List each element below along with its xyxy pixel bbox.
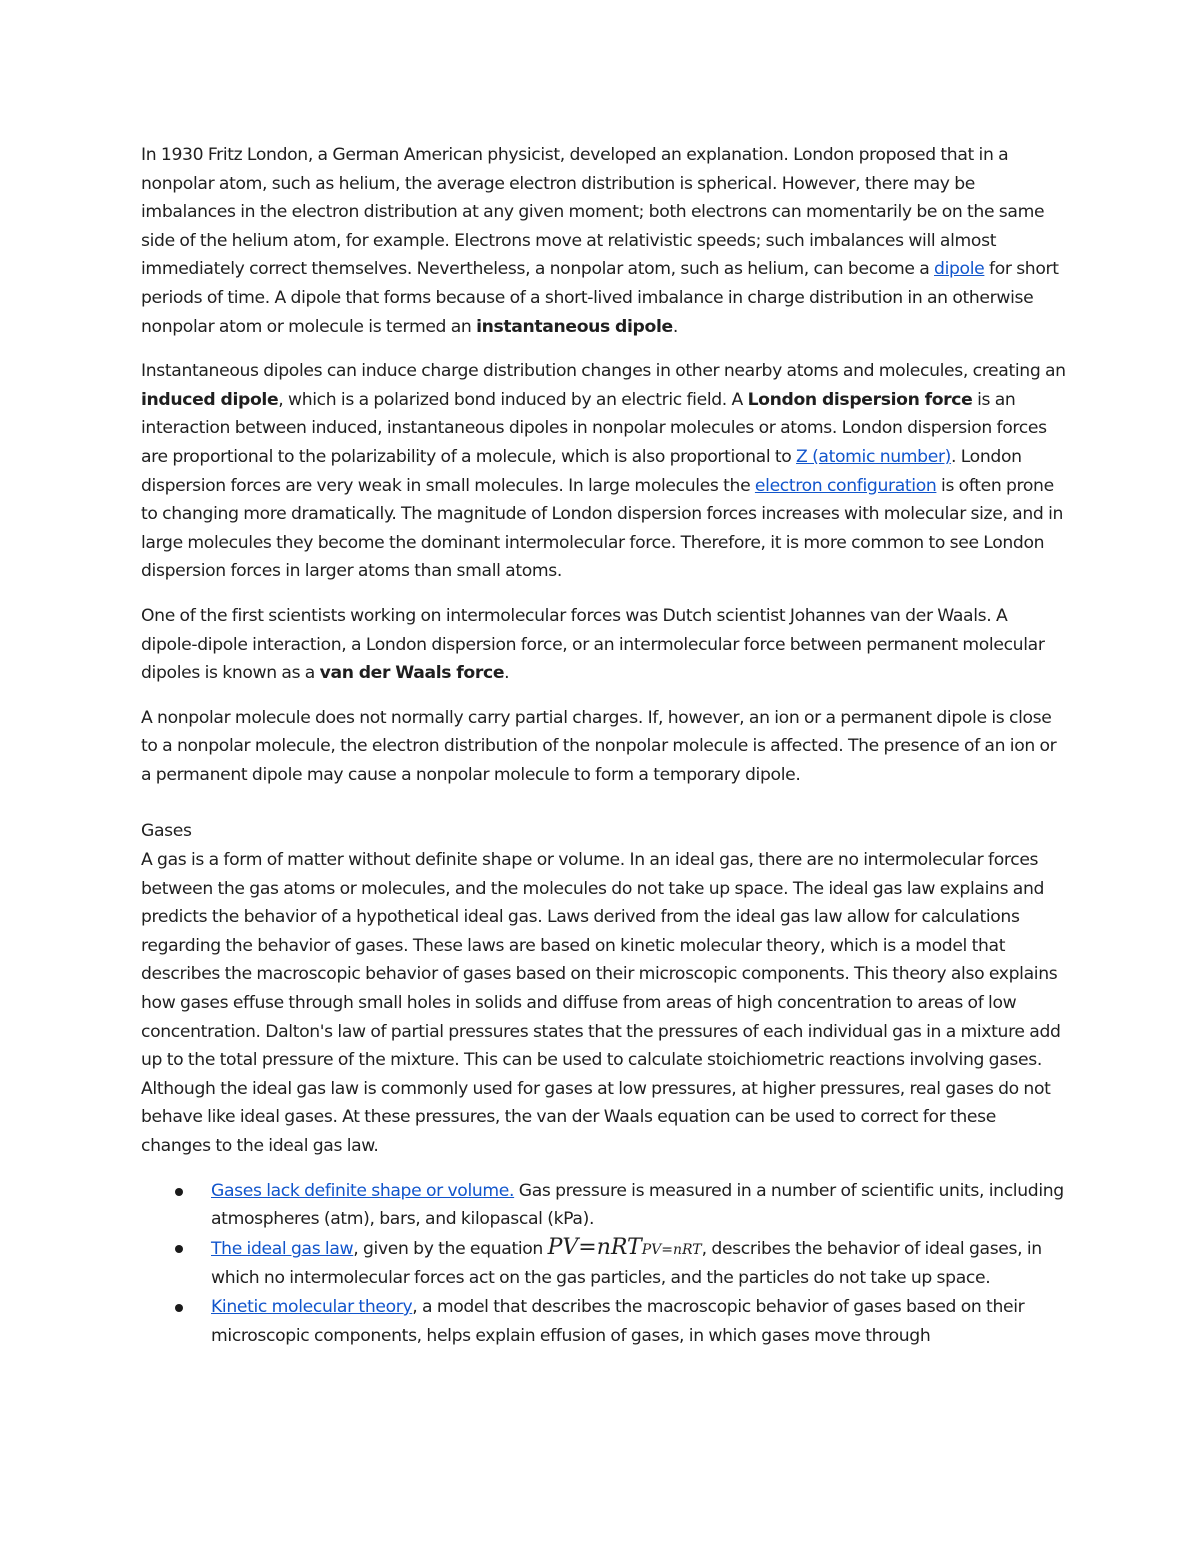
- text: One of the first scientists working on intermolecular forces was Dutch scientist Johannes van der Waals. A dipole-dipole interaction, a London dispersion force, or an intermolecular force between permanent molecular dipoles is known as a: [141, 605, 1045, 684]
- link-ideal-gas-law[interactable]: The ideal gas law: [211, 1238, 354, 1259]
- text: for short periods of time. A dipole that forms because of a short-lived imbalance in charge distribution in an otherwise nonpolar atom or molecule is termed an: [141, 259, 1059, 337]
- bullet-icon: [175, 1245, 183, 1253]
- section-heading-gases: Gases: [141, 821, 192, 842]
- list-item: [141, 1293, 1066, 1350]
- text: , describes the behavior of ideal gases, in which no intermolecular forces act on the gas particles, and the particles do not take up space.: [211, 1238, 1042, 1289]
- bullet-icon: [175, 1188, 183, 1196]
- bold-term: van der Waals force: [319, 663, 505, 684]
- bold-term: London dispersion force: [747, 389, 973, 410]
- text: . London dispersion forces are very weak in small molecules. In large molecules the: [141, 446, 1022, 496]
- paragraph-instantaneous-dipoles: [141, 357, 1066, 586]
- text: .: [672, 316, 678, 337]
- paragraph-nonpolar-molecule: [141, 704, 1066, 790]
- paragraph-gases: A gas is a form of matter without definite shape or volume. In an ideal gas, there are no intermolecular forces between the gas atoms or molecules, and the molecules do not take up space. The ideal gas law explains and predicts the behavior of a hypothetical ideal gas. Laws derived from the ideal gas law allow for calculations regarding the behavior of gases. These laws are based on kinetic molecular theory, which is a model that describes the macroscopic behavior of gases based on their microscopic components. This theory also explains how gases effuse through small holes in solids and diffuse from areas of high concentration to areas of low concentration. Dalton's law of partial pressures states that the pressures of each individual gas in a mixture add up to the total pressure of the mixture. This can be used to calculate stoichiometric reactions involving gases. Although the ideal gas law is commonly used for gases at low pressures, at higher pressures, real gases do not behave like ideal gases. At these pressures, the van der Waals equation can be used to correct for these changes to the ideal gas law.: [141, 850, 1061, 1156]
- document-page: [141, 141, 1066, 1350]
- bold-term: instantaneous dipole: [476, 316, 673, 337]
- link-electron-configuration[interactable]: electron configuration: [754, 475, 937, 496]
- text: is often prone to changing more dramatically. The magnitude of London dispersion forces increases with molecular size, and in large molecules they become the dominant intermolecular force. Therefore, it is more common to see London dispersion forces in larger atoms than small atoms.: [141, 475, 1064, 582]
- bold-term: induced dipole: [141, 389, 279, 410]
- link-atomic-number[interactable]: Z (atomic number): [796, 446, 952, 467]
- equation-small: PV=nRT: [641, 1241, 702, 1258]
- list-item: [141, 1177, 1066, 1234]
- link-dipole[interactable]: dipole: [934, 259, 985, 280]
- list-item: [141, 1234, 1066, 1293]
- link-gases-shape[interactable]: Gases lack definite shape or volume.: [211, 1180, 515, 1201]
- bullet-list: [141, 1177, 1066, 1351]
- paragraph-london-intro: [141, 141, 1066, 341]
- paragraph-van-der-waals: [141, 602, 1066, 688]
- text: In 1930 Fritz London, a German American physicist, developed an explanation. London proposed that in a nonpolar atom, such as helium, the average electron distribution is spherical. However, there may be imbalances in the electron distribution at any given moment; both electrons can momentarily be on the same side of the helium atom, for example. Electrons move at relativistic speeds; such imbalances will almost immediately correct themselves. Nevertheless, a nonpolar atom, such as helium, can become a: [141, 145, 1045, 280]
- link-kinetic-molecular-theory[interactable]: Kinetic molecular theory: [211, 1296, 413, 1317]
- text: Instantaneous dipoles can induce charge distribution changes in other nearby atoms and molecules, creating an: [141, 361, 1066, 382]
- text: .: [504, 663, 510, 684]
- text: A nonpolar molecule does not normally carry partial charges. If, however, an ion or a permanent dipole is close to a nonpolar molecule, the electron distribution of the nonpolar molecule is affected. The presence of an ion or a permanent dipole may cause a nonpolar molecule to form a temporary dipole.: [141, 707, 1057, 785]
- equation-large: PV=nRT: [547, 1234, 642, 1260]
- text: Gas pressure is measured in a number of scientific units, including atmospheres (atm), bars, and kilopascal (kPa).: [211, 1180, 1064, 1230]
- text: , which is a polarized bond induced by an electric field. A: [278, 389, 748, 410]
- text: is an interaction between induced, instantaneous dipoles in nonpolar molecules or atoms. London dispersion forces are proportional to the polarizability of a molecule, which is also proportional to: [141, 389, 1047, 467]
- bullet-icon: [175, 1304, 183, 1312]
- text: , a model that describes the macroscopic behavior of gases based on their microscopic components, helps explain effusion of gases, in which gases move through: [211, 1296, 1025, 1346]
- text: , given by the equation: [353, 1238, 548, 1259]
